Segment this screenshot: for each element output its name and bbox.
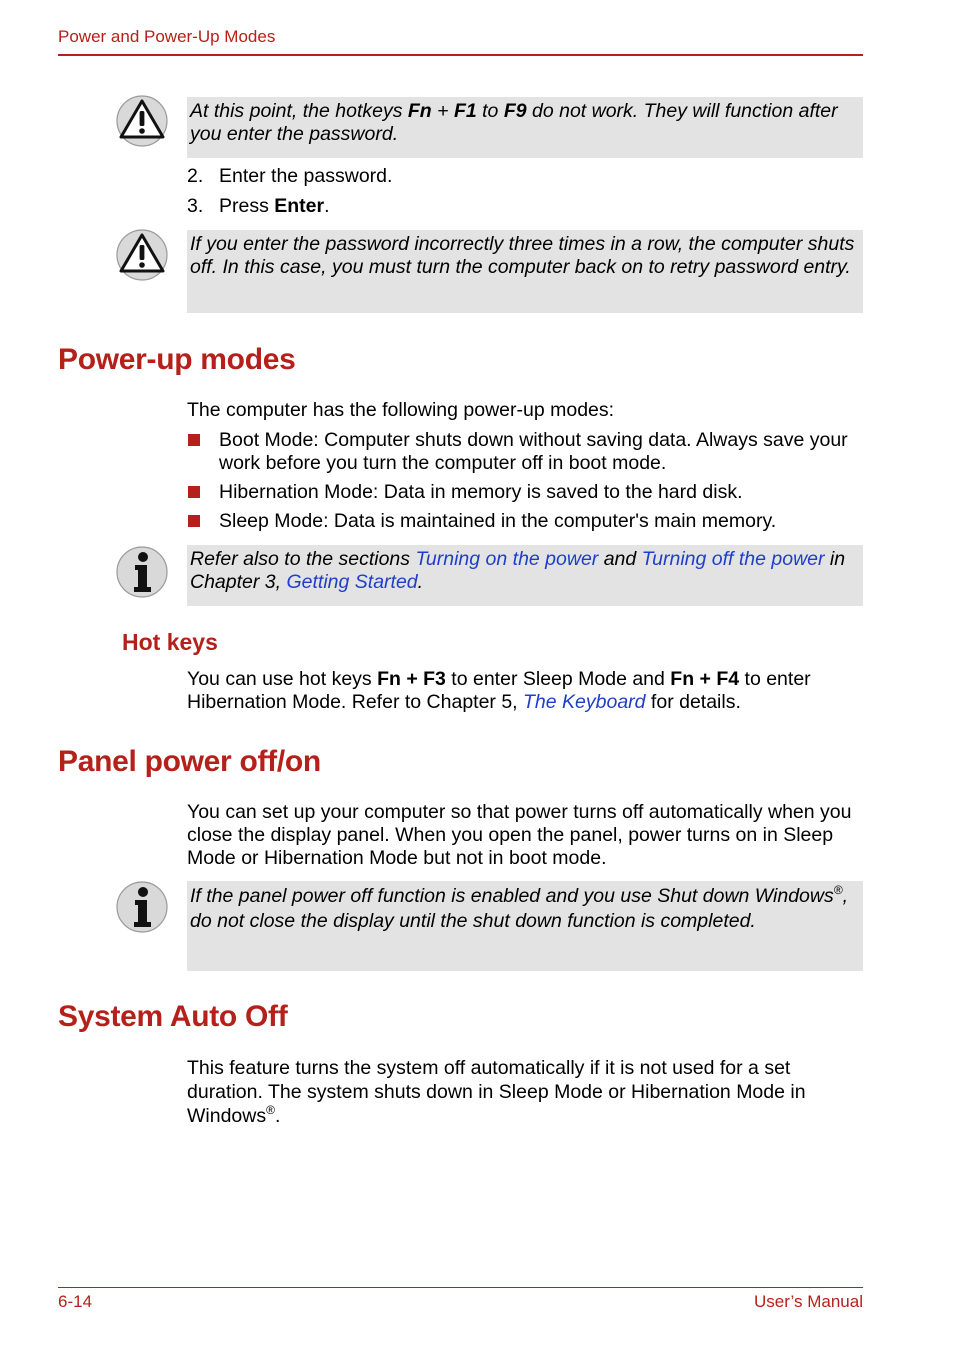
info-note-references	[187, 545, 863, 606]
info-icon	[116, 881, 168, 933]
key-fn-f4: Fn + F4	[670, 668, 740, 690]
paragraph-text: .	[274, 1105, 281, 1127]
registered-mark: ®	[266, 1103, 275, 1117]
step-text: .	[324, 195, 330, 217]
step-text: Press	[219, 195, 275, 217]
paragraph-text: You can use hot keys	[187, 668, 378, 690]
note-text: to	[476, 100, 504, 122]
key-f1: F1	[453, 100, 477, 122]
link-getting-started[interactable]: Getting Started	[286, 571, 418, 593]
key-enter: Enter	[274, 195, 325, 217]
note-text: in Chapter 3,	[190, 548, 846, 593]
link-turning-off-the-power[interactable]: Turning off the power	[641, 548, 825, 570]
list-item-text: Hibernation Mode: Data in memory is saved to the hard disk.	[219, 481, 743, 503]
step-text: Enter the password.	[219, 165, 393, 187]
caution-icon	[116, 229, 168, 281]
link-the-keyboard[interactable]: The Keyboard	[523, 691, 646, 713]
header-rule	[58, 54, 863, 56]
step-item	[187, 165, 392, 188]
note-text: do not work. They will function after you enter the password.	[190, 100, 838, 145]
info-note-panel-power	[187, 881, 863, 971]
note-text: At this point, the hotkeys	[190, 100, 408, 122]
page-number: 6-14	[58, 1292, 93, 1311]
list-item	[187, 510, 857, 533]
list-item	[187, 481, 857, 504]
panel-power-paragraph: You can set up your computer so that power turns off automatically when you close the display panel. When you open the panel, power turns on in Sleep Mode or Hibernation Mode but not in boot mode.	[187, 801, 852, 869]
info-icon	[116, 546, 168, 598]
system-auto-off-paragraph	[187, 1056, 857, 1128]
note-text: +	[431, 100, 454, 122]
manual-title: User’s Manual	[754, 1292, 863, 1311]
footer-rule	[58, 1287, 863, 1288]
key-fn-f3: Fn + F3	[377, 668, 446, 690]
power-up-intro: The computer has the following power-up modes:	[187, 399, 615, 421]
bullet-square-icon	[188, 486, 200, 498]
note-text: If the panel power off function is enabled and you use Shut down Windows	[190, 885, 834, 907]
note-text: and	[598, 548, 642, 570]
subsection-title-hot-keys: Hot keys	[122, 629, 218, 655]
bullet-square-icon	[188, 515, 200, 527]
paragraph-text: to enter Hibernation Mode. Refer to Chapter 5,	[187, 668, 811, 713]
step-number: 3.	[187, 195, 204, 217]
caution-note-password: If you enter the password incorrectly three times in a row, the computer shuts off. In this case, you must turn the computer back on to retry password entry.	[187, 230, 863, 313]
key-fn: Fn	[407, 100, 432, 122]
note-text: , do not close the display until the shut down function is completed.	[190, 885, 849, 932]
key-f9: F9	[503, 100, 527, 122]
paragraph-text: to enter Sleep Mode and	[445, 668, 671, 690]
caution-icon	[116, 95, 168, 147]
paragraph-text: for details.	[645, 691, 741, 713]
step-number: 2.	[187, 165, 204, 187]
step-item	[187, 195, 330, 218]
registered-mark: ®	[833, 883, 843, 897]
list-item-text: Boot Mode: Computer shuts down without saving data. Always save your work before you turn the computer off in boot mode.	[219, 429, 848, 474]
section-title-power-up-modes: Power-up modes	[58, 343, 296, 376]
section-title-panel-power: Panel power off/on	[58, 745, 321, 778]
note-text: Refer also to the sections	[190, 548, 416, 570]
note-text: .	[417, 571, 424, 593]
section-title-system-auto-off: System Auto Off	[58, 1000, 288, 1033]
hot-keys-paragraph	[187, 668, 857, 714]
paragraph-text: This feature turns the system off automatically if it is not used for a set duration. The system shuts down in Sleep Mode or Hibernation Mode in Windows	[187, 1057, 806, 1127]
bullet-square-icon	[188, 434, 200, 446]
page-header-title: Power and Power-Up Modes	[58, 27, 276, 46]
link-turning-on-the-power[interactable]: Turning on the power	[415, 548, 599, 570]
list-item-text: Sleep Mode: Data is maintained in the computer's main memory.	[219, 510, 777, 532]
caution-note-hotkeys	[187, 97, 863, 158]
list-item	[187, 429, 857, 475]
